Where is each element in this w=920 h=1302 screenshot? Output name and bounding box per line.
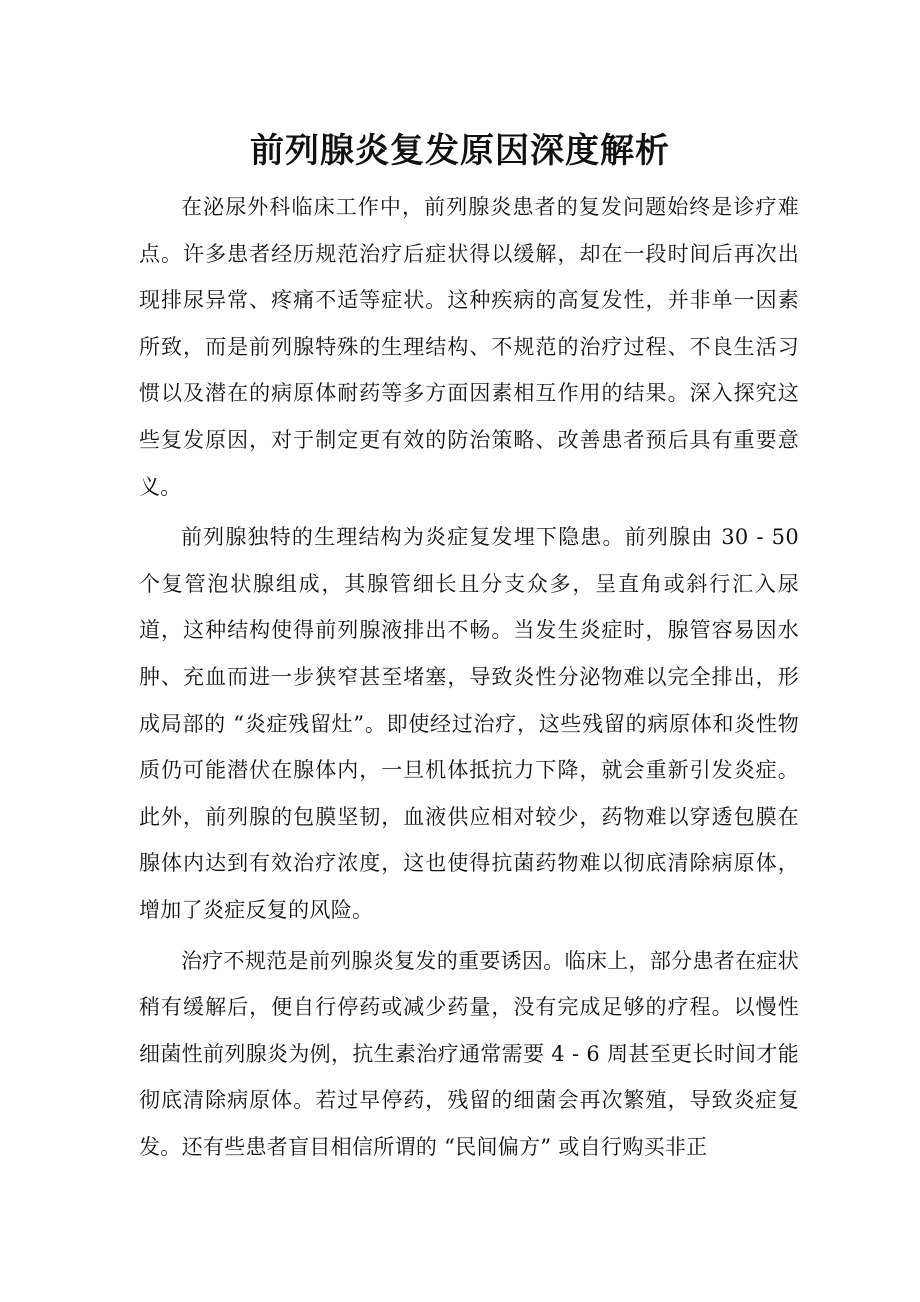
paragraph-treatment: 治疗不规范是前列腺炎复发的重要诱因。临床上，部分患者在症状稍有缓解后，便自行停药或减少药量，没有完成足够的疗程。以慢性细菌性前列腺炎为例，抗生素治疗通常需要 4 - 6 周甚至更长时间才能彻底清除病原体。若过早停药，残留的细菌会再次繁殖，导致炎症复发。还有些患者盲目相信所谓的 “民间偏方” 或自行购买非正 <box>139 948 799 1159</box>
paragraph-intro: 在泌尿外科临床工作中，前列腺炎患者的复发问题始终是诊疗难点。许多患者经历规范治疗后症状得以缓解，却在一段时间后再次出现排尿异常、疼痛不适等症状。这种疾病的高复发性，并非单一因素所致，而是前列腺特殊的生理结构、不规范的治疗过程、不良生活习惯以及潜在的病原体耐药等多方面因素相互作用的结果。深入探究这些复发原因，对于制定更有效的防治策略、改善患者预后具有重要意义。 <box>139 195 799 499</box>
paragraph-anatomy: 前列腺独特的生理结构为炎症复发埋下隐患。前列腺由 30 - 50 个复管泡状腺组成，其腺管细长且分支众多，呈直角或斜行汇入尿道，这种结构使得前列腺液排出不畅。当发生炎症时，腺管容易因水肿、充血而进一步狭窄甚至堵塞，导致炎性分泌物难以完全排出，形成局部的 “炎症残留灶”。即使经过治疗，这些残留的病原体和炎性物质仍可能潜伏在腺体内，一旦机体抵抗力下降，就会重新引发炎症。此外，前列腺的包膜坚韧，血液供应相对较少，药物难以穿透包膜在腺体内达到有效治疗浓度，这也使得抗菌药物难以彻底清除病原体，增加了炎症反复的风险。 <box>139 525 799 922</box>
document-title: 前列腺炎复发原因深度解析 <box>250 131 670 171</box>
document-body <box>139 184 799 1170</box>
